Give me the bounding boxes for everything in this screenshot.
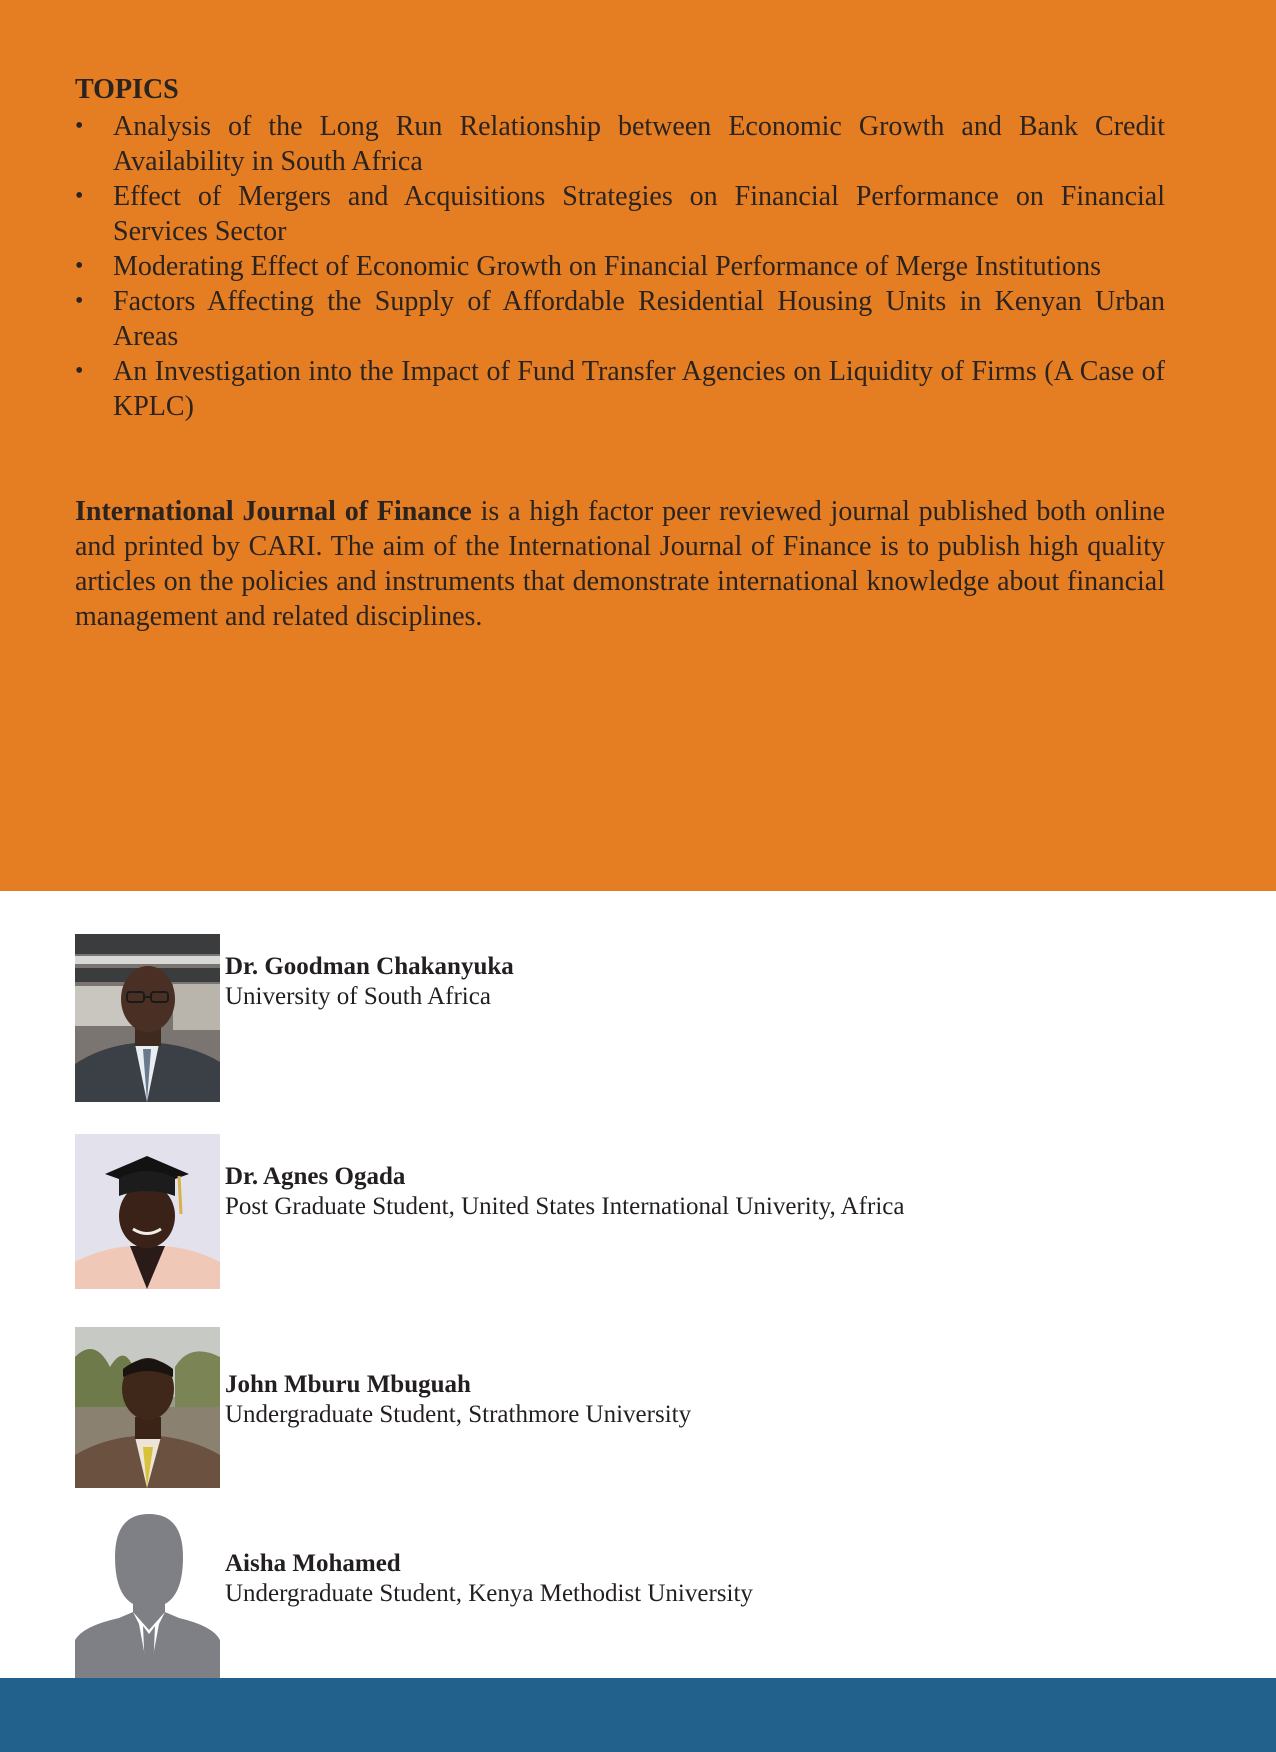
- bullet-icon: •: [75, 183, 84, 209]
- bullet-icon: •: [75, 288, 84, 314]
- topic-item: [75, 284, 1165, 354]
- bullet-icon: •: [75, 253, 84, 279]
- author-info: [225, 1549, 753, 1609]
- author-affiliation: Post Graduate Student, United States International Univerity, Africa: [225, 1193, 905, 1220]
- author-info: [225, 952, 514, 1012]
- avatar-placeholder-icon: [75, 1512, 220, 1678]
- footer-band: [0, 1678, 1276, 1752]
- topics-heading: TOPICS: [75, 74, 179, 105]
- author-name: Aisha Mohamed: [225, 1550, 401, 1577]
- bullet-icon: •: [75, 358, 84, 384]
- topic-item: [75, 354, 1165, 424]
- journal-name: International Journal of Finance: [75, 496, 472, 527]
- author-affiliation: University of South Africa: [225, 983, 491, 1010]
- journal-description-text: is a high factor peer reviewed journal published both online and printed by CARI. The aim of the International Journal of Finance is to publish high quality articles on the policies and instruments that demonstrate international knowledge about financial management and related disciplines.: [75, 496, 1166, 632]
- topic-text: Analysis of the Long Run Relationship between Economic Growth and Bank Credit Availability in South Africa: [113, 111, 1165, 177]
- author-info: [225, 1370, 691, 1430]
- topic-text: Effect of Mergers and Acquisitions Strategies on Financial Performance on Financial Services Sector: [113, 181, 1165, 247]
- author-name: Dr. Agnes Ogada: [225, 1163, 406, 1190]
- topic-text: Moderating Effect of Economic Growth on Financial Performance of Merge Institutions: [113, 251, 1102, 282]
- topic-item: [75, 249, 1165, 284]
- author-affiliation: Undergraduate Student, Strathmore University: [225, 1401, 692, 1428]
- bullet-icon: •: [75, 113, 84, 139]
- topics-list: [75, 109, 1165, 424]
- author-affiliation: Undergraduate Student, Kenya Methodist University: [225, 1580, 753, 1607]
- author-photo: [75, 1134, 220, 1289]
- journal-description: [75, 494, 1165, 634]
- author-name: Dr. Goodman Chakanyuka: [225, 953, 514, 980]
- author-name: John Mburu Mbuguah: [225, 1371, 471, 1398]
- author-photo: [75, 1327, 220, 1488]
- author-photo: [75, 934, 220, 1102]
- topic-text: An Investigation into the Impact of Fund Transfer Agencies on Liquidity of Firms (A Case of KPLC): [113, 356, 1165, 422]
- topic-item: [75, 109, 1165, 179]
- author-info: [225, 1162, 904, 1222]
- topic-text: Factors Affecting the Supply of Affordable Residential Housing Units in Kenyan Urban Areas: [113, 286, 1165, 352]
- topic-item: [75, 179, 1165, 249]
